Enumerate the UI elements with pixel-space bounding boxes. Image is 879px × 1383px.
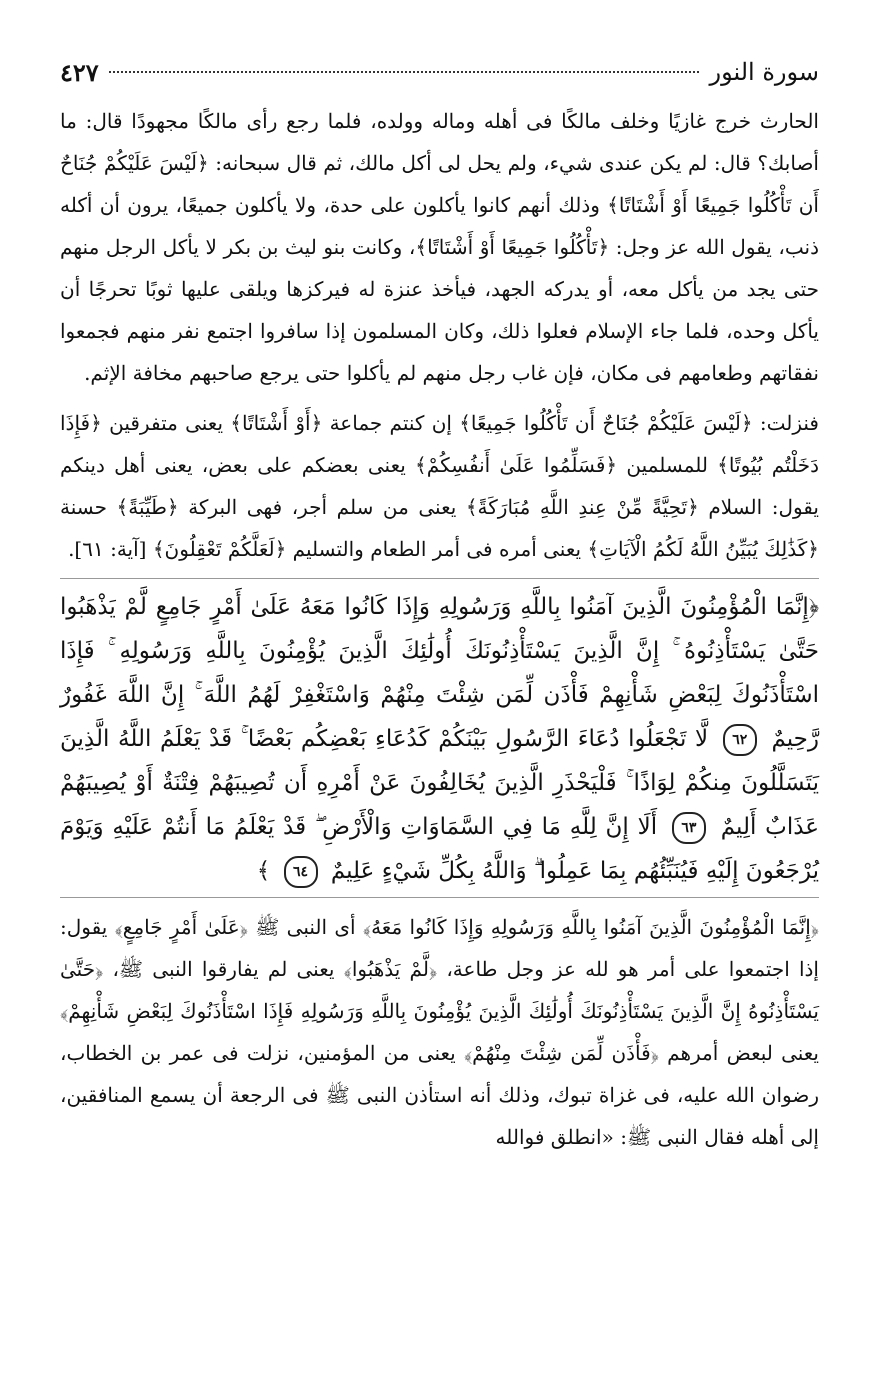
surah-title: سورة النور: [709, 58, 819, 86]
verse-number-64: ٦٤: [284, 856, 318, 888]
commentary-paragraph-3: ﴿إِنَّمَا الْمُؤْمِنُونَ الَّذِينَ آمَنُوا بِاللَّهِ وَرَسُولِهِ وَإِذَا كَانُوا مَعَهُ﴾ أى النبى ﷺ ﴿عَلَىٰ أَمْرٍ جَامِعٍ﴾ يقول: إذا اجتمعوا على أمر هو لله عز وجل طاعة، ﴿لَّمْ يَذْهَبُوا﴾ يعنى لم يفارقوا النبى ﷺ، ﴿حَتَّىٰ يَسْتَأْذِنُوهُ إِنَّ الَّذِينَ يَسْتَأْذِنُونَكَ أُولَٰئِكَ الَّذِينَ يُؤْمِنُونَ بِاللَّهِ وَرَسُولِهِ فَإِذَا اسْتَأْذَنُوكَ لِبَعْضِ شَأْنِهِمْ﴾ يعنى لبعض أمرهم ﴿فَأْذَن لِّمَن شِئْتَ مِنْهُمْ﴾ يعنى من المؤمنين، نزلت فى عمر بن الخطاب، رضوان الله عليه، فى غزاة تبوك، وذلك أنه استأذن النبى ﷺ فى الرجعة أن يسمع المنافقين، إلى أهله فقال النبى ﷺ: «انطلق فوالله: [60, 915, 819, 1149]
verse-64-text: أَلَا إِنَّ لِلَّهِ مَا فِي السَّمَاوَاتِ وَالْأَرْضِ ۖ قَدْ يَعْلَمُ مَا أَنتُمْ عَلَيْهِ وَيَوْمَ يُرْجَعُونَ إِلَيْهِ فَيُنَبِّئُهُم بِمَا عَمِلُوا ۗ وَاللَّهُ بِكُلِّ شَيْءٍ عَلِيمٌ: [60, 814, 819, 884]
verse-number-63: ٦٣: [672, 812, 706, 844]
header-dotted-leader: [109, 71, 700, 73]
verse-62-text: ﴿إِنَّمَا الْمُؤْمِنُونَ الَّذِينَ آمَنُوا بِاللَّهِ وَرَسُولِهِ وَإِذَا كَانُوا مَعَهُ عَلَىٰ أَمْرٍ جَامِعٍ لَّمْ يَذْهَبُوا حَتَّىٰ يَسْتَأْذِنُوهُ ۚ إِنَّ الَّذِينَ يَسْتَأْذِنُونَكَ أُولَٰئِكَ الَّذِينَ يُؤْمِنُونَ بِاللَّهِ وَرَسُولِهِ ۚ فَإِذَا اسْتَأْذَنُوكَ لِبَعْضِ شَأْنِهِمْ فَأْذَن لِّمَن شِئْتَ مِنْهُمْ وَاسْتَغْفِرْ لَهُمُ اللَّهَ ۚ إِنَّ اللَّهَ غَفُورٌ رَّحِيمٌ: [60, 594, 820, 752]
commentary-paragraph-1: الحارث خرج غازيًا وخلف مالكًا فى أهله وماله وولده، فلما رجع رأى مالكًا مجهودًا قال: ما أصابك؟ قال: لم يكن عندى شيء، ولم يحل لى أكل مالك، ثم قال سبحانه: ﴿لَيْسَ عَلَيْكُمْ جُنَاحٌ أَن تَأْكُلُوا جَمِيعًا أَوْ أَشْتَاتًا﴾ وذلك أنهم كانوا يأكلون على حدة، ولا يأكلون جميعًا، يرون أن أكله ذنب، يقول الله عز وجل: ﴿تَأْكُلُوا جَمِيعًا أَوْ أَشْتَاتًا﴾، وكانت بنو ليث بن بكر لا يأكل الرجل منهم حتى يجد من يأكل معه، أو يدركه الجهد، فيأخذ عنزة له فيركزها ويلقى عليها ثوبًا تحرجًا أن يأكل وحده، فلما جاء الإسلام فعلوا ذلك، وكان المسلمون إذا سافروا اجتمع نفر منهم فجمعوا نفقاتهم وطعامهم فى مكان، فإن غاب رجل منهم لم يأكلوا حتى يرجع صاحبهم مخافة الإثم.: [60, 109, 819, 385]
verse-63-text: لَّا تَجْعَلُوا دُعَاءَ الرَّسُولِ بَيْنَكُمْ كَدُعَاءِ بَعْضِكُم بَعْضًا ۚ قَدْ يَعْلَمُ اللَّهُ الَّذِينَ يَتَسَلَّلُونَ مِنكُمْ لِوَاذًا ۚ فَلْيَحْذَرِ الَّذِينَ يُخَالِفُونَ عَنْ أَمْرِهِ أَن تُصِيبَهُمْ فِتْنَةٌ أَوْ يُصِيبَهُمْ عَذَابٌ أَلِيمٌ: [60, 726, 820, 840]
page-header: [60, 50, 819, 94]
verses-closing-bracket: ﴾: [256, 858, 271, 884]
page-number: ٤٢٧: [60, 57, 99, 87]
commentary-paragraph-2: فنزلت: ﴿لَيْسَ عَلَيْكُمْ جُنَاحٌ أَن تَأْكُلُوا جَمِيعًا﴾ إن كنتم جماعة ﴿أَوْ أَشْتَاتًا﴾ يعنى متفرقين ﴿فَإِذَا دَخَلْتُم بُيُوتًا﴾ للمسلمين ﴿فَسَلِّمُوا عَلَىٰ أَنفُسِكُمْ﴾ يعنى بعضكم على بعض، يعنى أهل دينكم يقول: السلام ﴿تَحِيَّةً مِّنْ عِندِ اللَّهِ مُبَارَكَةً﴾ يعنى من سلم أجر، فهى البركة ﴿طَيِّبَةً﴾ حسنة ﴿كَذَٰلِكَ يُبَيِّنُ اللَّهُ لَكُمُ الْآيَاتِ﴾ يعنى أمره فى أمر الطعام والتسليم ﴿لَعَلَّكُمْ تَعْقِلُونَ﴾ [آية: ٦١].: [60, 411, 819, 561]
verse-number-62: ٦٢: [723, 724, 757, 756]
quran-verses-block: [60, 578, 819, 898]
